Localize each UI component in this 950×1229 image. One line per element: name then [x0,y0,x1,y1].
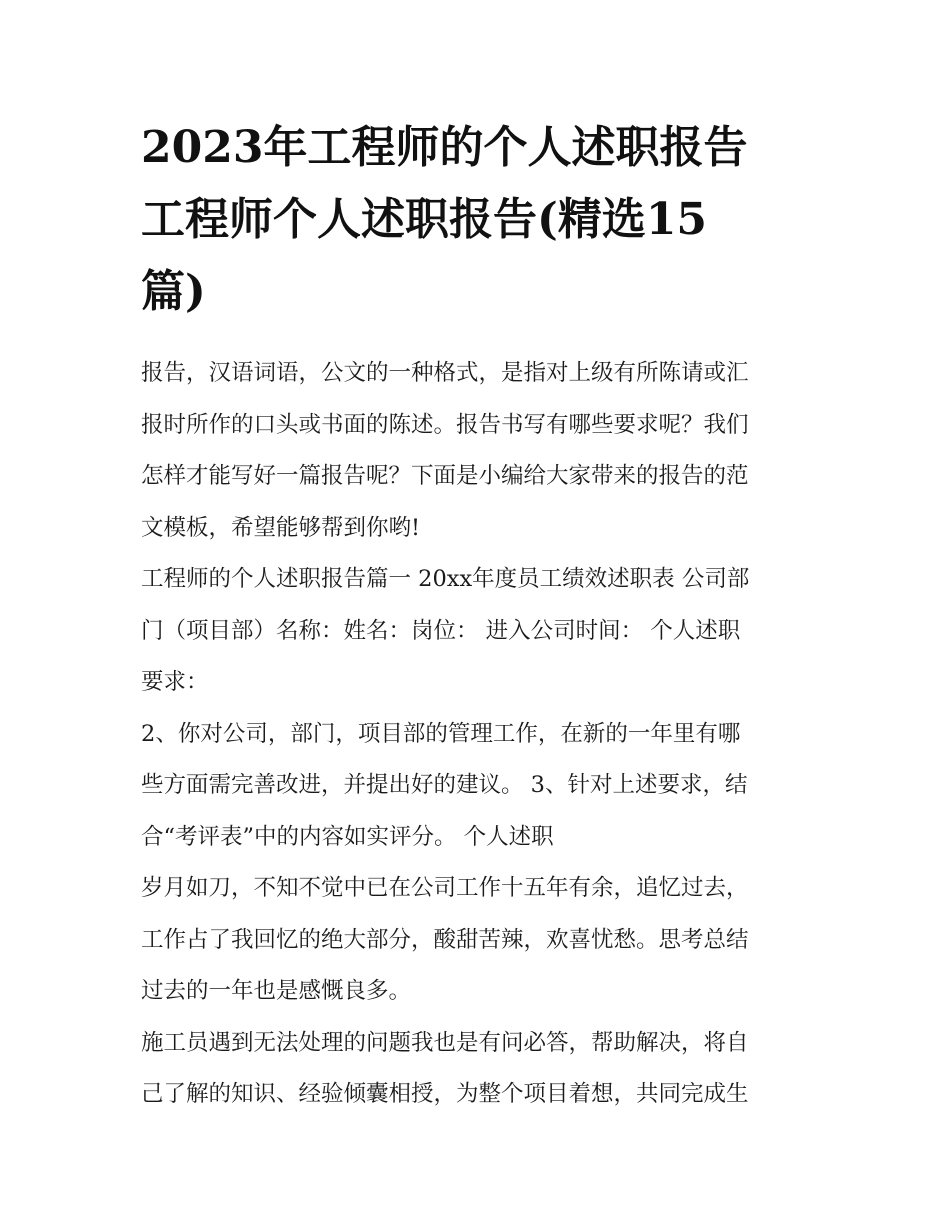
text-line: 报时所作的口头或书面的陈述。报告书写有哪些要求呢？我们 [141,411,749,438]
text-line: 岁月如刀，不知不觉中已在公司工作十五年有余，追忆过去， [141,875,749,901]
paragraph-intro [141,348,813,554]
title-line: 2023年工程师的个人述职报告 [141,122,748,173]
document-body [141,112,813,1121]
text-line: 文模板，希望能够帮到你哟! [141,514,421,541]
paragraph-reflection [141,863,813,1018]
text-line: 门（项目部）名称：姓名：岗位： 进入公司时间： 个人述职 [141,617,741,644]
text-line: 合“考评表”中的内容如实评分。 个人述职 [141,823,554,850]
text-line: 施工员遇到无法处理的问题我也是有问必答，帮助解决，将自 [141,1029,749,1056]
text-line: 报告，汉语词语，公文的一种格式，是指对上级有所陈请或汇 [141,360,749,386]
paragraph-requirements [141,709,813,864]
text-line: 工作占了我回忆的绝大部分，酸甜苦辣，欢喜忧愁。思考总结 [141,926,749,953]
document-title [141,112,813,328]
text-line: 过去的一年也是感慨良多。 [141,978,412,1004]
paragraph-support [141,1018,813,1121]
paragraph-form-header [141,554,813,709]
text-line: 怎样才能写好一篇报告呢？下面是小编给大家带来的报告的范 [141,463,749,489]
title-line: 工程师个人述职报告(精选15 [141,194,708,245]
text-line: 要求： [141,669,209,695]
text-line: 些方面需完善改进，并提出好的建议。 3、针对上述要求，结 [141,772,748,798]
text-line: 2、你对公司，部门，项目部的管理工作，在新的一年里有哪 [141,720,741,747]
text-line: 工程师的个人述职报告篇一 20xx年度员工绩效述职表 公司部 [141,566,750,592]
title-line: 篇) [141,266,206,317]
text-line: 己了解的知识、经验倾囊相授，为整个项目着想，共同完成生 [141,1081,749,1107]
